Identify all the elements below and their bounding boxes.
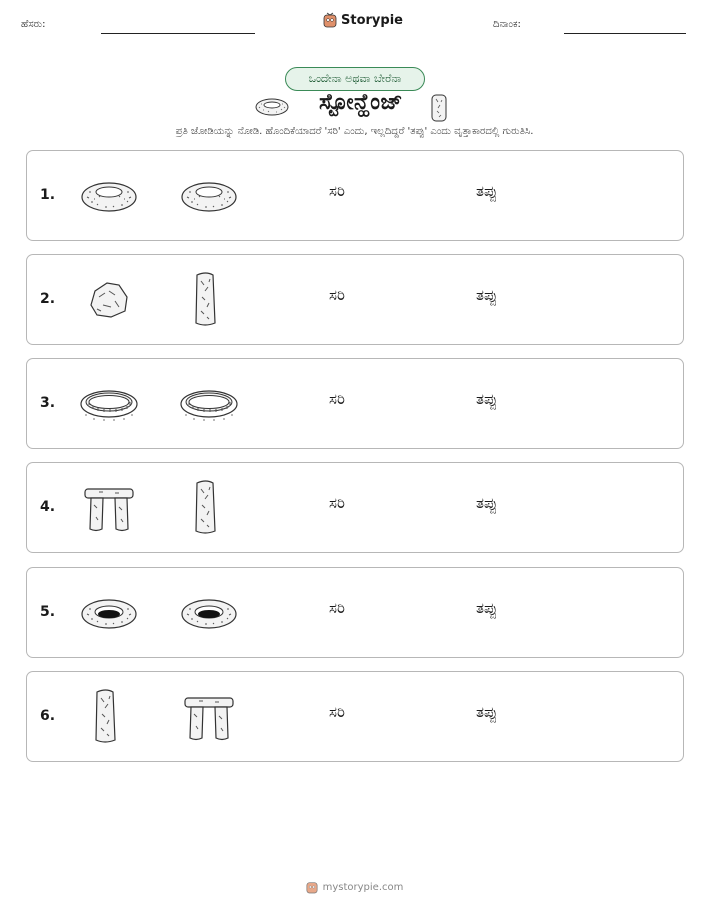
standing-stone-icon — [79, 686, 139, 748]
question-card — [26, 358, 684, 449]
boulder-icon — [79, 269, 139, 331]
wrong-option[interactable]: ತಪ್ಪು — [476, 703, 498, 721]
circle-earthwork-icon — [179, 373, 239, 435]
correct-option[interactable]: ಸರಿ — [329, 390, 345, 408]
name-label: ಹೆಸರು: — [21, 19, 46, 30]
ring-with-pit-icon — [79, 582, 139, 644]
instruction-text: ಪ್ರತಿ ಜೋಡಿಯನ್ನು ನೋಡಿ. ಹೊಂದಿಕೆಯಾದರೆ 'ಸರಿ' ಎಂದು, ಇಲ್ಲದಿದ್ದರೆ 'ತಪ್ಪು' ಎಂದು ವೃತ್ತಾಕಾರದಲ್ಲಿ ಗುರುತಿಸಿ. — [175, 126, 534, 137]
question-card — [26, 254, 684, 345]
date-label: ದಿನಾಂಕ: — [493, 19, 521, 30]
question-number: 6. — [40, 708, 56, 724]
wrong-option[interactable]: ತಪ್ಪು — [476, 599, 498, 617]
question-card — [26, 462, 684, 553]
question-number: 2. — [40, 291, 56, 307]
name-blank-line[interactable] — [101, 33, 255, 34]
standing-stone-icon — [179, 269, 239, 331]
activity-badge: ಒಂದೇನಾ ಅಥವಾ ಬೇರೆನಾ — [285, 67, 425, 91]
correct-option[interactable]: ಸರಿ — [329, 703, 345, 721]
ring-with-pit-icon — [179, 582, 239, 644]
question-card — [26, 671, 684, 762]
correct-option[interactable]: ಸರಿ — [329, 599, 345, 617]
standing-stone-icon — [179, 477, 239, 539]
stone-ring-icon — [179, 165, 239, 227]
wrong-option[interactable]: ತಪ್ಪು — [476, 390, 498, 408]
storypie-logo — [323, 12, 403, 28]
storypie-mascot-icon — [306, 880, 318, 894]
stone-ring-icon — [254, 95, 290, 117]
question-number: 5. — [40, 604, 56, 620]
correct-option[interactable]: ಸರಿ — [329, 182, 345, 200]
question-number: 1. — [40, 187, 56, 203]
stone-ring-icon — [79, 165, 139, 227]
correct-option[interactable]: ಸರಿ — [329, 494, 345, 512]
question-number: 3. — [40, 395, 56, 411]
date-blank-line[interactable] — [564, 33, 686, 34]
storypie-mascot-icon — [323, 12, 337, 28]
wrong-option[interactable]: ತಪ್ಪು — [476, 286, 498, 304]
worksheet-title: ಸ್ಟೋನ್ಹೆಂಜ್ — [319, 90, 403, 115]
footer-site[interactable]: mystorypie.com — [322, 881, 404, 893]
question-card — [26, 567, 684, 658]
footer — [0, 880, 709, 894]
wrong-option[interactable]: ತಪ್ಪು — [476, 182, 498, 200]
wrong-option[interactable]: ತಪ್ಪು — [476, 494, 498, 512]
trilithon-icon — [79, 477, 139, 539]
question-number: 4. — [40, 499, 56, 515]
correct-option[interactable]: ಸರಿ — [329, 286, 345, 304]
question-card — [26, 150, 684, 241]
standing-stone-icon — [430, 93, 448, 123]
brand-name: Storypie — [341, 12, 403, 28]
circle-earthwork-icon — [79, 373, 139, 435]
trilithon-icon — [179, 686, 239, 748]
